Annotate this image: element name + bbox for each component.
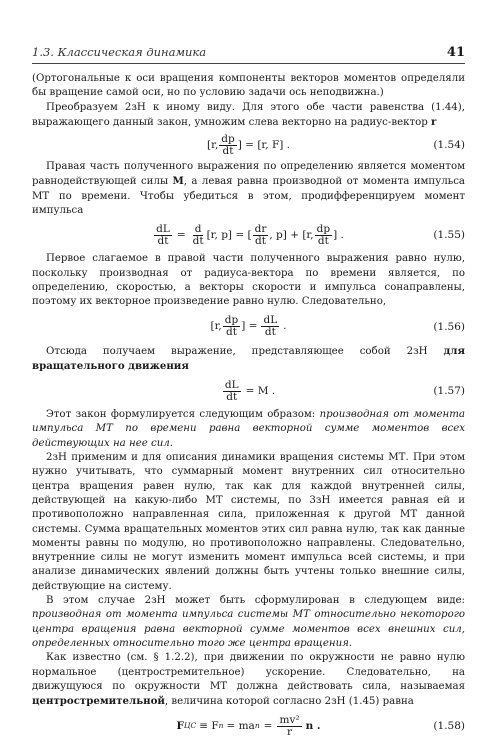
paragraph-9: Как известно (см. § 1.2.2), при движении по окружности не равно нулю нормальное (центростремительное) ускорение. Следовательно, на движущуюся по окружности МТ должна действовать сила, называемая центростремительной, величина которой согласно 2зН (1.45) равна [32, 652, 465, 708]
paragraph-8: В этом случае 2зН может быть сформулирован в следующем виде: производная от момента импульса системы МТ относительно некоторого центра вращения равна векторной сумме моментов всех внешних сил, определенных относительно того же центра вращения. [32, 595, 465, 649]
equation-1-55: $\frac{dL}{dt}$ = $\frac{d}{dt}$ [r, p] = [ $\frac{dr}{dt}$ , p] + [r, $\frac{dp}{dt}$ ] . (1.55) [156, 222, 465, 247]
equation-1-58: F ЦС ≡ F n = ma n = $\frac{\text{mv²}}{r}$ n . (1.58) [176, 713, 465, 738]
equation-number: (1.55) [433, 229, 465, 242]
paragraph-5: Отсюда получаем выражение, представляющее собой 2зН для вращательного движения [32, 344, 465, 372]
equation-1-57: $\frac{dL}{dt}$ = M . (1.57) [224, 378, 465, 403]
paragraph-6: Этот закон формулируется следующим образом: производная от момента импульса МТ по времени равна векторной сумме моментов всех действующих на нее сил. [32, 409, 465, 449]
paragraph-4: Первое слагаемое в правой части полученного выражения равно нулю, поскольку производная от радиуса-вектора по времени является, по определению, скоростью, а векторы скорости и импульса сонаправлены, поэтому их векторное произведение равно нулю. Следовательно, [32, 253, 465, 308]
paragraph-1: (Ортогональные к оси вращения компоненты векторов моментов определяли бы вращение самой оси, но по условию задачи ось неподвижна.) [32, 73, 465, 99]
equation-number: (1.57) [433, 385, 465, 398]
page-number: 41 [446, 45, 465, 60]
equation-number: (1.56) [433, 320, 465, 333]
paragraph-3: Правая часть полученного выражения по определению является моментом равнодействующей силы M, а левая равна производной от момента импульса МТ по времени. Чтобы убедиться в этом, продифференцируем момент импульса [32, 161, 465, 217]
equation-number: (1.58) [433, 720, 465, 733]
equation-1-56: [r, $\frac{dp}{dt}$ ] = $\frac{dL}{dt}$ . (1.56) [210, 314, 465, 339]
equation-number: (1.54) [433, 139, 465, 152]
section-title: 1.3. Классическая динамика [32, 45, 207, 59]
equation-1-54: [r, $\frac{dp}{dt}$ ] = [r, F] . (1.54) [206, 132, 465, 157]
page-body [32, 72, 465, 743]
paragraph-7: 2зН применим и для описания динамики вращения системы МТ. При этом нужно учитывать, что суммарный момент внутренних сил относительно центра вращения равен нулю, так как для каждой внутренней силы, действующей на какую-либо МТ системы, по 3зН имеется равная ей и противоположно направленная сила, приложенная к другой МТ данной системы. Сумма вращательных моментов этих сил равна нулю, так как данные моменты равны по модулю, но противоположно направлены. Следовательно, внутренние силы не могут изменить момент импульса всей системы, и при анализе динамических явлений должны быть учтены только внешние силы, действующие на систему. [32, 452, 465, 592]
paragraph-2: Преобразуем 2зН к иному виду. Для этого обе части равенства (1.44), выражающего данный закон, умножим слева векторно на радиус-вектор r [32, 101, 465, 128]
running-header [32, 45, 465, 64]
